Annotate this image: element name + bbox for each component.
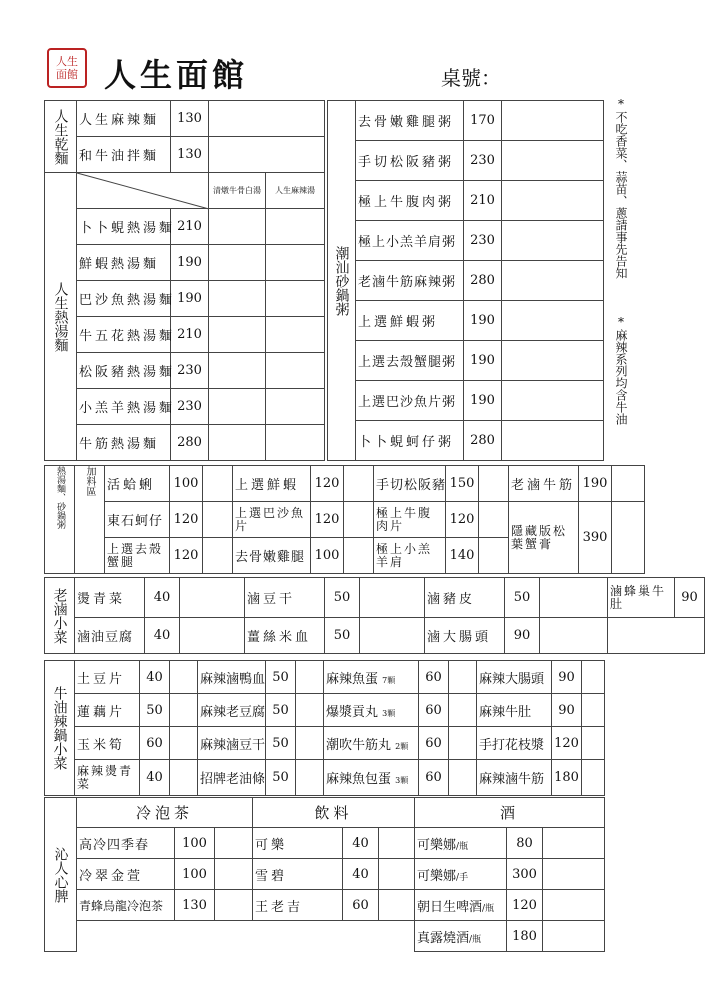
order-cell[interactable] <box>203 502 233 538</box>
menu-item-name[interactable]: 卜卜蜆熱湯麵 <box>77 209 171 245</box>
menu-item-name[interactable]: 土豆片 <box>75 661 140 694</box>
broth-header-clear: 清燉牛骨白湯 <box>209 173 266 209</box>
order-cell[interactable] <box>266 209 325 245</box>
menu-item-name[interactable]: 極上小羔羊肩粥 <box>356 221 464 261</box>
order-cell[interactable] <box>582 661 605 694</box>
menu-item-price: 100 <box>175 828 215 859</box>
menu-item-price: 210 <box>464 181 502 221</box>
menu-item-name[interactable]: 薑絲米血 <box>245 618 325 654</box>
order-cell[interactable] <box>266 317 325 353</box>
order-cell[interactable] <box>209 389 266 425</box>
order-cell[interactable] <box>266 425 325 461</box>
order-cell[interactable] <box>449 694 477 727</box>
menu-item-price: 190 <box>464 301 502 341</box>
menu-item-name[interactable]: 人生麻辣麵 <box>77 101 171 137</box>
order-cell[interactable] <box>502 421 604 461</box>
menu-item-name[interactable]: 麻辣牛肚 <box>477 694 552 727</box>
order-cell[interactable] <box>612 466 645 502</box>
congee-label: 潮汕砂鍋粥 <box>328 101 356 461</box>
menu-item-price: 180 <box>507 921 543 952</box>
menu-item-unit: /瓶 <box>469 934 482 945</box>
order-cell[interactable] <box>215 890 253 921</box>
order-cell[interactable] <box>170 760 198 796</box>
noodles-table <box>44 100 325 461</box>
order-cell[interactable] <box>215 828 253 859</box>
order-cell[interactable] <box>203 538 233 574</box>
spicy-table <box>44 660 605 796</box>
menu-item-price: 40 <box>343 859 379 890</box>
menu-item-name[interactable]: 燙青菜 <box>75 578 145 618</box>
menu-item-name[interactable]: 麻辣燙青菜 <box>75 760 140 796</box>
menu-item-name: 朝日生啤酒 <box>417 899 483 915</box>
menu-item-price: 40 <box>140 760 170 796</box>
menu-item-name[interactable]: 蓮藕片 <box>75 694 140 727</box>
menu-item-name: 爆漿貢丸 <box>326 704 379 720</box>
menu-item-name[interactable]: 上選巴沙魚片粥 <box>356 381 464 421</box>
diagonal-line <box>77 173 209 209</box>
order-cell[interactable] <box>608 618 705 654</box>
menu-item-price: 60 <box>343 890 379 921</box>
order-cell[interactable] <box>209 353 266 389</box>
menu-item-price: 50 <box>140 694 170 727</box>
order-cell[interactable] <box>502 141 604 181</box>
menu-item-price: 190 <box>579 466 612 502</box>
menu-item-name[interactable]: 手打花枝漿 <box>477 727 552 760</box>
menu-item-name[interactable]: 高冷四季春 <box>77 828 175 859</box>
order-cell[interactable] <box>296 760 324 796</box>
menu-item-price: 50 <box>266 760 296 796</box>
order-cell[interactable] <box>266 353 325 389</box>
note-no-herbs: *不吃香菜、蒜苗、蔥請事先告知 <box>614 97 628 279</box>
order-cell[interactable] <box>543 859 605 890</box>
menu-item-price: 50 <box>266 694 296 727</box>
menu-item-price: 190 <box>171 245 209 281</box>
order-cell[interactable] <box>502 301 604 341</box>
note-beef-tallow: *麻辣系列均含牛油 <box>614 315 628 425</box>
menu-item-name[interactable]: 青蜂烏龍冷泡茶 <box>77 890 175 921</box>
order-cell[interactable] <box>170 661 198 694</box>
menu-item-qty: 7顆 <box>382 675 396 685</box>
order-cell[interactable] <box>582 760 605 796</box>
order-cell[interactable] <box>502 341 604 381</box>
menu-item-qty: 3顆 <box>395 776 409 785</box>
order-cell[interactable] <box>379 859 415 890</box>
order-cell[interactable] <box>344 538 374 574</box>
menu-item-name[interactable]: 極上牛腹肉粥 <box>356 181 464 221</box>
order-cell[interactable] <box>479 502 509 538</box>
menu-item-unit: /瓶 <box>456 841 469 852</box>
menu-item-price: 50 <box>266 661 296 694</box>
menu-item-name: 麻辣魚蛋 <box>326 671 379 687</box>
dry-noodles-label: 人生乾麵 <box>45 101 77 173</box>
menu-item-price: 90 <box>675 578 705 618</box>
menu-item-price: 60 <box>419 694 449 727</box>
order-cell[interactable] <box>540 578 608 618</box>
menu-item-name[interactable]: 和牛油拌麵 <box>77 137 171 173</box>
order-cell[interactable] <box>215 859 253 890</box>
menu-item-name[interactable]: 隱藏版松葉蟹膏 <box>509 502 579 574</box>
menu-item-price: 50 <box>266 727 296 760</box>
menu-item-name[interactable]: 鮮蝦熱湯麵 <box>77 245 171 281</box>
menu-item-name[interactable]: 可樂 <box>253 828 343 859</box>
menu-item-name[interactable]: 雪碧 <box>253 859 343 890</box>
order-cell[interactable] <box>449 760 477 796</box>
menu-item-unit: /手 <box>456 872 469 883</box>
menu-item-price: 50 <box>325 578 360 618</box>
addons-table <box>44 465 645 574</box>
soup-noodles-label: 人生熱湯麵 <box>45 173 77 461</box>
menu-item-cell[interactable] <box>415 828 507 859</box>
menu-item-price: 170 <box>464 101 502 141</box>
menu-item-name[interactable]: 老滷牛筋 <box>509 466 579 502</box>
menu-item-name[interactable]: 上選鮮蝦 <box>233 466 311 502</box>
menu-item-price: 390 <box>579 502 612 574</box>
menu-item-name[interactable]: 上選去殼蟹腿 <box>105 538 170 574</box>
menu-item-price: 280 <box>464 261 502 301</box>
menu-item-name[interactable]: 極上小羔羊肩 <box>374 538 446 574</box>
order-cell[interactable] <box>582 727 605 760</box>
menu-item-cell[interactable] <box>324 760 419 796</box>
order-cell[interactable] <box>296 694 324 727</box>
order-cell[interactable] <box>266 245 325 281</box>
menu-item-price: 120 <box>170 502 203 538</box>
menu-item-qty: 3顆 <box>382 708 396 718</box>
order-cell[interactable] <box>209 281 266 317</box>
menu-item-name[interactable]: 麻辣老豆腐 <box>198 694 266 727</box>
order-cell[interactable] <box>502 261 604 301</box>
menu-item-price: 210 <box>171 209 209 245</box>
menu-item-name[interactable]: 招牌老油條 <box>198 760 266 796</box>
menu-item-price: 190 <box>464 341 502 381</box>
menu-item-name[interactable]: 手切松阪豬 <box>374 466 446 502</box>
order-cell[interactable] <box>209 317 266 353</box>
menu-item-price: 120 <box>552 727 582 760</box>
menu-item-price: 130 <box>171 101 209 137</box>
menu-item-price: 60 <box>140 727 170 760</box>
alcohol-header: 酒 <box>415 798 605 828</box>
menu-item-price: 210 <box>171 317 209 353</box>
menu-item-price: 230 <box>464 141 502 181</box>
menu-item-cell[interactable] <box>324 727 419 760</box>
drinks-label: 沁人心脾 <box>45 798 77 952</box>
order-cell[interactable] <box>502 221 604 261</box>
menu-item-name[interactable]: 去骨嫩雞腿粥 <box>356 101 464 141</box>
menu-item-name[interactable]: 松阪豬熱湯麵 <box>77 353 171 389</box>
side-notes <box>606 97 628 425</box>
menu-item-name: 可樂娜 <box>417 837 457 853</box>
menu-item-price: 40 <box>343 828 379 859</box>
menu-item-name: 可樂娜 <box>417 868 457 884</box>
menu-item-price: 190 <box>171 281 209 317</box>
menu-item-price: 50 <box>505 578 540 618</box>
menu-item-name[interactable]: 卜卜蜆蚵仔粥 <box>356 421 464 461</box>
menu-item-price: 120 <box>311 502 344 538</box>
menu-item-price: 60 <box>419 661 449 694</box>
menu-item-price: 120 <box>170 538 203 574</box>
menu-item-unit: /瓶 <box>482 903 495 914</box>
order-cell[interactable] <box>209 245 266 281</box>
order-cell[interactable] <box>379 828 415 859</box>
order-cell[interactable] <box>360 578 425 618</box>
order-cell[interactable] <box>502 381 604 421</box>
blank-area <box>77 921 415 952</box>
brand-title: 人生面館 <box>104 56 249 94</box>
menu-item-name[interactable]: 玉米筍 <box>75 727 140 760</box>
menu-item-name[interactable]: 手切松阪豬粥 <box>356 141 464 181</box>
menu-item-price: 120 <box>507 890 543 921</box>
order-cell[interactable] <box>502 181 604 221</box>
order-cell[interactable] <box>479 538 509 574</box>
menu-item-price: 280 <box>171 425 209 461</box>
order-cell[interactable] <box>360 618 425 654</box>
menu-item-name[interactable]: 極上牛腹肉片 <box>374 502 446 538</box>
menu-item-name[interactable]: 滷豬皮 <box>425 578 505 618</box>
menu-item-price: 120 <box>311 466 344 502</box>
menu-item-name[interactable]: 上選鮮蝦粥 <box>356 301 464 341</box>
menu-item-name[interactable]: 東石蚵仔 <box>105 502 170 538</box>
order-cell[interactable] <box>344 502 374 538</box>
order-cell[interactable] <box>296 727 324 760</box>
menu-item-price: 280 <box>464 421 502 461</box>
order-cell[interactable] <box>543 890 605 921</box>
menu-item-name[interactable]: 去骨嫩雞腿 <box>233 538 311 574</box>
menu-item-name[interactable]: 王老吉 <box>253 890 343 921</box>
menu-item-name[interactable]: 活蛤蜊 <box>105 466 170 502</box>
menu-item-price: 50 <box>325 618 360 654</box>
menu-item-name[interactable]: 巴沙魚熱湯麵 <box>77 281 171 317</box>
menu-item-name[interactable]: 上選巴沙魚片 <box>233 502 311 538</box>
menu-item-price: 150 <box>446 466 479 502</box>
menu-item-price: 230 <box>171 353 209 389</box>
order-cell[interactable] <box>209 425 266 461</box>
menu-item-price: 40 <box>140 661 170 694</box>
menu-item-price: 40 <box>145 578 180 618</box>
menu-header <box>0 0 648 100</box>
broth-header-spicy: 人生麻辣湯 <box>266 173 325 209</box>
drinks-table <box>44 797 605 952</box>
order-cell[interactable] <box>209 137 325 173</box>
menu-item-price: 230 <box>171 389 209 425</box>
menu-item-name[interactable]: 滷豆干 <box>245 578 325 618</box>
menu-item-price: 140 <box>446 538 479 574</box>
menu-item-price: 90 <box>552 694 582 727</box>
menu-item-price: 190 <box>464 381 502 421</box>
menu-item-qty: 2顆 <box>395 741 409 751</box>
menu-item-price: 130 <box>175 890 215 921</box>
menu-item-price: 90 <box>552 661 582 694</box>
addons-sub-label: 加料區 <box>75 466 105 574</box>
order-cell[interactable] <box>180 578 245 618</box>
menu-item-name[interactable]: 滷大腸頭 <box>425 618 505 654</box>
menu-item-name: 麻辣魚包蛋 <box>326 772 392 787</box>
order-cell[interactable] <box>543 828 605 859</box>
order-cell[interactable] <box>502 101 604 141</box>
menu-item-name[interactable]: 麻辣大腸頭 <box>477 661 552 694</box>
spicy-label: 牛油辣鍋小菜 <box>45 661 75 796</box>
order-cell[interactable] <box>170 727 198 760</box>
menu-item-name[interactable]: 滷油豆腐 <box>75 618 145 654</box>
congee-table <box>327 100 604 461</box>
menu-item-name[interactable]: 麻辣滷牛筋 <box>477 760 552 796</box>
menu-item-price: 100 <box>175 859 215 890</box>
order-cell[interactable] <box>540 618 608 654</box>
menu-item-price: 130 <box>171 137 209 173</box>
table-number-label: 桌號： <box>441 66 501 90</box>
menu-item-price: 100 <box>170 466 203 502</box>
menu-item-name[interactable]: 老滷牛筋麻辣粥 <box>356 261 464 301</box>
order-cell[interactable] <box>449 727 477 760</box>
order-cell[interactable] <box>479 466 509 502</box>
menu-item-name[interactable]: 冷翠金萱 <box>77 859 175 890</box>
menu-item-price: 60 <box>419 727 449 760</box>
marinated-table <box>44 577 705 654</box>
menu-item-name[interactable]: 麻辣滷鴨血 <box>198 661 266 694</box>
diagonal-header-cell <box>77 173 209 209</box>
menu-item-cell[interactable] <box>415 890 507 921</box>
menu-item-name[interactable]: 上選去殼蟹腿粥 <box>356 341 464 381</box>
tea-header: 冷泡茶 <box>77 798 253 828</box>
menu-item-price: 230 <box>464 221 502 261</box>
order-cell[interactable] <box>180 618 245 654</box>
order-cell[interactable] <box>612 502 645 574</box>
menu-item-price: 80 <box>507 828 543 859</box>
menu-item-name[interactable]: 滷蜂巢牛肚 <box>608 578 675 618</box>
menu-item-name[interactable]: 麻辣滷豆干 <box>198 727 266 760</box>
menu-item-cell[interactable] <box>324 694 419 727</box>
order-cell[interactable] <box>543 921 605 952</box>
menu-item-price: 90 <box>505 618 540 654</box>
menu-item-cell[interactable] <box>415 859 507 890</box>
addons-section-label: 熱湯麵、砂鍋粥 <box>45 466 75 574</box>
menu-item-price: 60 <box>419 760 449 796</box>
order-cell[interactable] <box>209 209 266 245</box>
order-cell[interactable] <box>296 661 324 694</box>
order-cell[interactable] <box>209 101 325 137</box>
menu-item-price: 100 <box>311 538 344 574</box>
menu-item-price: 40 <box>145 618 180 654</box>
menu-item-name[interactable]: 小羔羊熱湯麵 <box>77 389 171 425</box>
order-cell[interactable] <box>203 466 233 502</box>
marinated-label: 老滷小菜 <box>45 578 75 654</box>
menu-item-cell[interactable] <box>324 661 419 694</box>
menu-item-price: 300 <box>507 859 543 890</box>
soft-drinks-header: 飲料 <box>253 798 415 828</box>
menu-item-name: 真露燒酒 <box>417 930 470 946</box>
menu-item-price: 120 <box>446 502 479 538</box>
menu-item-name[interactable]: 牛筋熱湯麵 <box>77 425 171 461</box>
order-cell[interactable] <box>266 389 325 425</box>
menu-item-name: 潮吹牛筋丸 <box>326 737 392 753</box>
menu-item-cell[interactable] <box>415 921 507 952</box>
order-cell[interactable] <box>266 281 325 317</box>
menu-item-price: 180 <box>552 760 582 796</box>
order-cell[interactable] <box>170 694 198 727</box>
order-cell[interactable] <box>379 890 415 921</box>
order-cell[interactable] <box>582 694 605 727</box>
order-cell[interactable] <box>344 466 374 502</box>
order-cell[interactable] <box>449 661 477 694</box>
brand-logo: 人生 面館 <box>47 48 87 88</box>
menu-item-name[interactable]: 牛五花熱湯麵 <box>77 317 171 353</box>
